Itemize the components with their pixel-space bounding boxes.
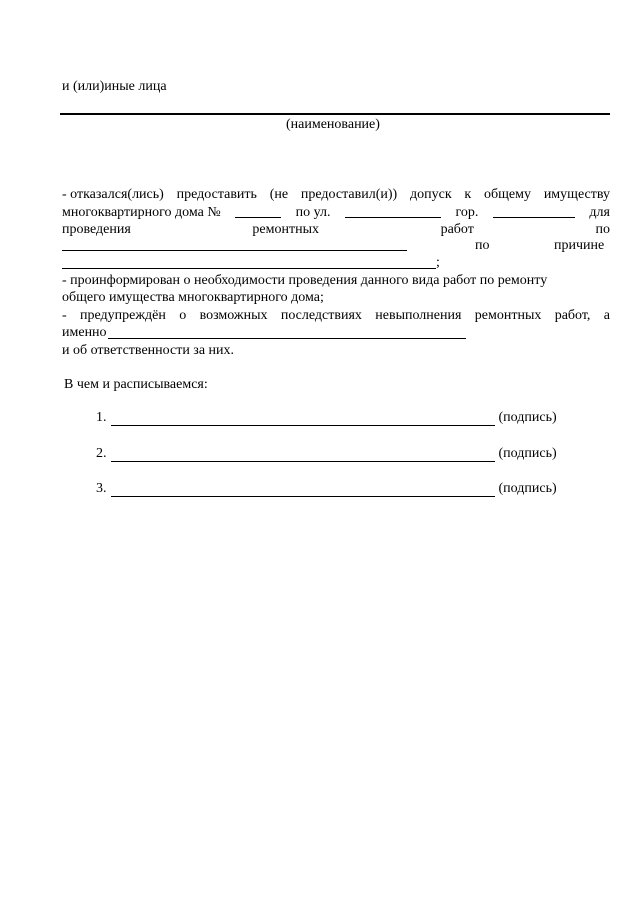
name-line: [60, 113, 610, 115]
repair-works-blank[interactable]: [62, 250, 407, 251]
word: ремонтных: [252, 222, 319, 237]
word: предупреждён: [80, 308, 166, 323]
word: -: [62, 308, 67, 323]
signature-number: 1.: [96, 410, 107, 425]
house-number-blank[interactable]: [235, 205, 281, 218]
refused-line-2: [62, 205, 610, 221]
signature-row: [96, 446, 557, 462]
semicolon: ;: [436, 255, 440, 270]
signatures-intro: В чем и расписываемся:: [64, 377, 208, 392]
word: а: [603, 308, 610, 323]
refused-line-1: [62, 187, 610, 203]
informed-line-2: общего имущества многоквартирного дома;: [62, 290, 324, 305]
word: - отказался(лись): [62, 187, 164, 202]
word: допуск: [409, 187, 452, 202]
persons-label: и (или)иные лица: [62, 79, 167, 94]
refused-line-3: [62, 222, 610, 238]
city-blank[interactable]: [493, 205, 575, 218]
street-label: по ул.: [295, 205, 331, 220]
consequences-blank[interactable]: [108, 338, 466, 339]
warned-line-1: [62, 308, 610, 324]
word: возможных: [199, 308, 268, 323]
word: работ,: [554, 308, 591, 323]
house-label: многоквартирного дома №: [62, 205, 221, 220]
signature-row: [96, 410, 557, 426]
signature-blank[interactable]: [111, 412, 495, 426]
word: проведения: [62, 222, 131, 237]
word: общему: [484, 187, 532, 202]
reason-label: причине: [554, 238, 605, 253]
informed-line-1: - проинформирован о необходимости проведения данного вида работ по ремонту: [62, 273, 548, 288]
city-label: гор.: [455, 205, 479, 220]
word: предоставил(и)): [300, 187, 398, 202]
responsibility-line: и об ответственности за них.: [62, 343, 235, 358]
signature-number: 2.: [96, 446, 107, 461]
word: о: [179, 308, 187, 323]
warned-namely-label: именно: [62, 325, 107, 340]
word: работ: [440, 222, 474, 237]
reason-by: по: [475, 238, 490, 253]
name-caption: (наименование): [286, 117, 380, 132]
word: невыполнения: [375, 308, 462, 323]
word: имуществу: [543, 187, 610, 202]
signature-number: 3.: [96, 481, 107, 496]
street-blank[interactable]: [345, 205, 441, 218]
reason-blank[interactable]: [62, 268, 436, 269]
signature-label: (подпись): [498, 481, 557, 496]
signature-blank[interactable]: [111, 448, 495, 462]
word: ремонтных: [474, 308, 542, 323]
signature-row: [96, 481, 557, 497]
word: к: [464, 187, 472, 202]
signature-label: (подпись): [498, 446, 557, 461]
signature-label: (подпись): [498, 410, 557, 425]
word: последствиях: [280, 308, 362, 323]
for-label: для: [589, 205, 610, 220]
word: предоставить: [176, 187, 257, 202]
word: по: [595, 222, 610, 237]
word: (не: [269, 187, 289, 202]
signature-blank[interactable]: [111, 483, 495, 497]
